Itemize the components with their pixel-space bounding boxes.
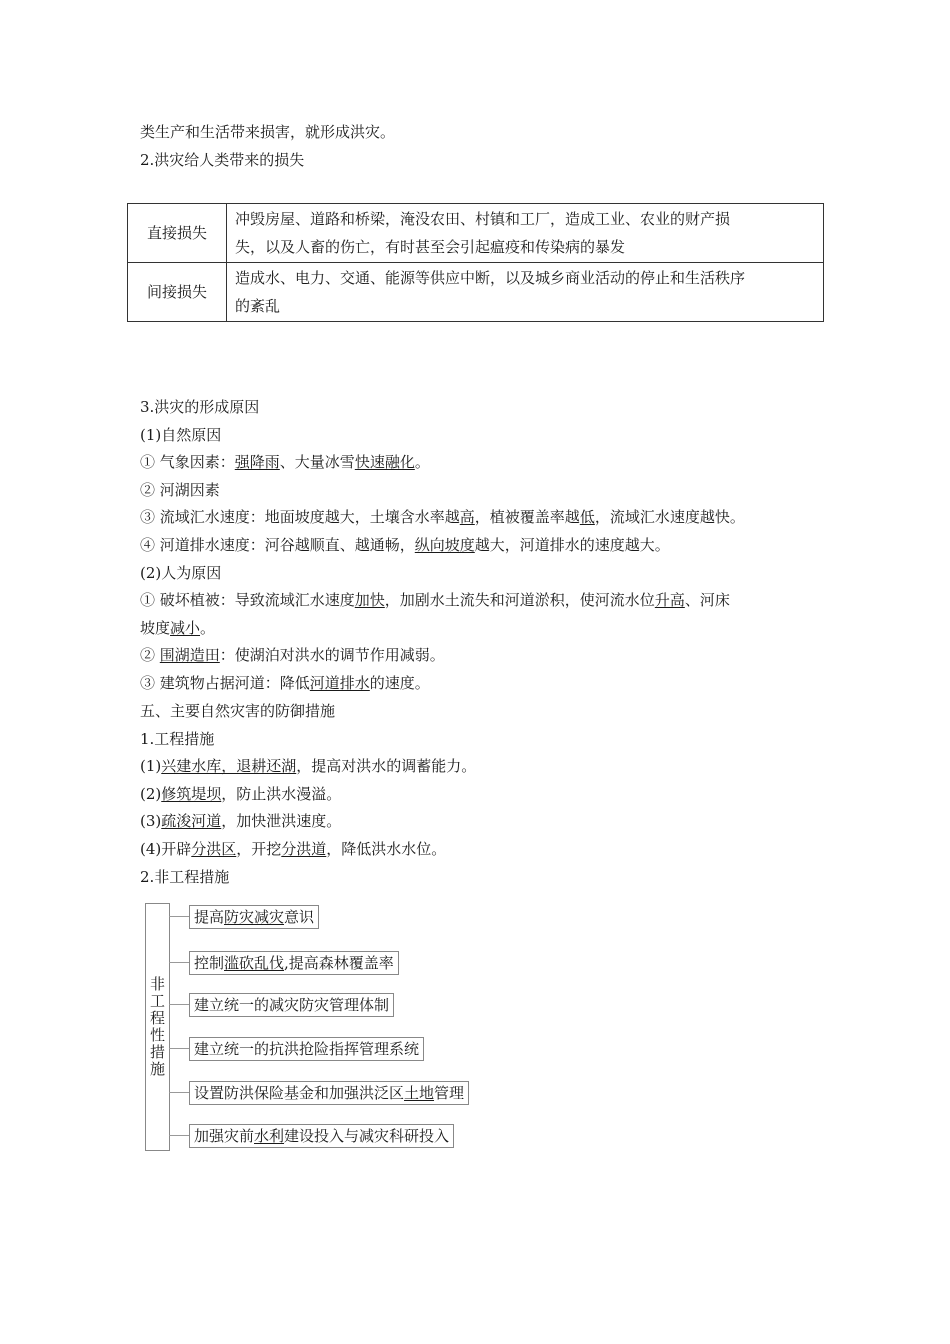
underlined-answer: 低 xyxy=(579,508,595,526)
loss-desc-line: 冲毁房屋、道路和桥梁，淹没农田、村镇和工厂，造成工业、农业的财产损 xyxy=(235,210,731,228)
text: 提高 xyxy=(194,908,225,926)
natural-title: (1)自然原因 xyxy=(140,426,222,444)
loss-type-indirect: 间接损失 xyxy=(128,263,227,322)
text: ，植被覆盖率越 xyxy=(474,508,580,526)
underlined-answer: 防灾减灾 xyxy=(224,908,285,926)
text: ，降低洪水水位。 xyxy=(326,840,447,858)
label-char: 非 xyxy=(149,975,165,993)
loss-table xyxy=(127,203,824,322)
label-char: 措 xyxy=(149,1043,165,1061)
table-row xyxy=(128,204,824,263)
underlined-answer: 河道排水 xyxy=(309,674,370,692)
underlined-answer: 土地 xyxy=(404,1084,435,1102)
channel-speed xyxy=(140,535,670,555)
underlined-answer: 疏浚河道 xyxy=(161,812,222,830)
human-title: (2)人为原因 xyxy=(140,564,222,582)
text: ：使湖泊对洪水的调节作用减弱。 xyxy=(219,646,445,664)
underlined-answer: 升高 xyxy=(654,591,685,609)
engineering-item xyxy=(140,784,341,804)
loss-type-direct: 直接损失 xyxy=(128,204,227,263)
text: 。 xyxy=(200,619,216,637)
weather-factor xyxy=(140,452,430,472)
text: 设置防洪保险基金和加强洪泛区 xyxy=(194,1084,405,1102)
defense-heading: 五、主要自然灾害的防御措施 xyxy=(140,702,336,720)
connector-line xyxy=(169,916,189,917)
text: ③ 建筑物占据河道：降低 xyxy=(140,674,310,692)
label-char: 施 xyxy=(149,1060,165,1078)
underlined-answer: 滥砍乱伐 xyxy=(224,954,285,972)
text: 意识 xyxy=(284,908,315,926)
loss-desc-line: 的紊乱 xyxy=(235,297,281,315)
non-engineering-title: 2.非工程措施 xyxy=(140,868,230,886)
loss-desc-indirect xyxy=(227,263,824,322)
text: ，防止洪水漫溢。 xyxy=(221,785,342,803)
measure-box xyxy=(189,993,394,1017)
measure-box xyxy=(189,1081,469,1105)
table-row xyxy=(128,263,824,322)
text: 。 xyxy=(414,453,430,471)
measure-box xyxy=(189,905,319,929)
text: 建立统一的抗洪抢险指挥管理系统 xyxy=(194,1040,420,1058)
label-char: 程 xyxy=(149,1009,165,1027)
underlined-answer: 围湖造田 xyxy=(159,646,220,664)
connector-line xyxy=(169,1004,189,1005)
measure-box xyxy=(189,1124,454,1148)
text: 越大，河道排水的速度越大。 xyxy=(474,536,670,554)
text: ① 破坏植被：导致流域汇水速度 xyxy=(140,591,355,609)
text: 加强灾前 xyxy=(194,1127,255,1145)
non-engineering-diagram xyxy=(145,903,515,1153)
text: 坡度 xyxy=(140,619,171,637)
loss-desc-line: 失，以及人畜的伤亡，有时甚至会引起瘟疫和传染病的暴发 xyxy=(235,238,626,256)
text: 建立统一的减灾防灾管理体制 xyxy=(194,996,390,1014)
text: (1) xyxy=(140,757,162,775)
measure-box xyxy=(189,1037,424,1061)
text: (3) xyxy=(140,812,162,830)
underlined-answer: 修筑堤坝 xyxy=(161,785,222,803)
text: 的速度。 xyxy=(369,674,430,692)
text: ② xyxy=(140,646,160,664)
underlined-answer: 减小 xyxy=(170,619,201,637)
text: 、河床 xyxy=(684,591,730,609)
text: (2) xyxy=(140,785,162,803)
intro-tail: 类生产和生活带来损害，就形成洪灾。 xyxy=(140,123,396,141)
underlined-answer: 兴建水库，退耕还湖 xyxy=(161,757,297,775)
connector-line xyxy=(169,1048,189,1049)
engineering-item xyxy=(140,756,476,776)
text: ，开挖 xyxy=(236,840,282,858)
vegetation-damage-cont xyxy=(140,618,215,638)
label-char: 性 xyxy=(149,1026,165,1044)
basin-speed xyxy=(140,507,745,527)
connector-line xyxy=(169,1135,189,1136)
text: (4)开辟 xyxy=(140,840,192,858)
underlined-answer: 快速融化 xyxy=(354,453,415,471)
label-char: 工 xyxy=(149,992,165,1010)
building-occupation xyxy=(140,673,430,693)
engineering-item xyxy=(140,811,341,831)
underlined-answer: 分洪区 xyxy=(191,840,237,858)
underlined-answer: 分洪道 xyxy=(281,840,327,858)
measure-box xyxy=(189,951,399,975)
text: 建设投入与减灾科研投入 xyxy=(284,1127,450,1145)
text: ,提高森林覆盖率 xyxy=(284,954,394,972)
cause-heading: 3.洪灾的形成原因 xyxy=(140,398,260,416)
underlined-answer: 纵向坡度 xyxy=(414,536,475,554)
underlined-answer: 高 xyxy=(459,508,475,526)
text: ④ 河道排水速度：河谷越顺直、越通畅， xyxy=(140,536,415,554)
text: 控制 xyxy=(194,954,225,972)
underlined-answer: 强降雨 xyxy=(234,453,280,471)
text: ① 气象因素： xyxy=(140,453,235,471)
text: ，提高对洪水的调蓄能力。 xyxy=(296,757,477,775)
loss-heading: 2.洪灾给人类带来的损失 xyxy=(140,151,305,169)
connector-line xyxy=(169,1092,189,1093)
text: 管理 xyxy=(434,1084,465,1102)
diagram-root-label xyxy=(145,903,170,1151)
text: ，流域汇水速度越快。 xyxy=(594,508,745,526)
lake-reclamation xyxy=(140,645,445,665)
loss-desc-line: 造成水、电力、交通、能源等供应中断，以及城乡商业活动的停止和生活秩序 xyxy=(235,269,746,287)
underlined-answer: 加快 xyxy=(354,591,385,609)
lake-factor: ② 河湖因素 xyxy=(140,481,220,499)
text: 、大量冰雪 xyxy=(279,453,355,471)
loss-desc-direct xyxy=(227,204,824,263)
underlined-answer: 水利 xyxy=(254,1127,285,1145)
text: ，加快泄洪速度。 xyxy=(221,812,342,830)
engineering-item xyxy=(140,839,446,859)
text: ③ 流域汇水速度：地面坡度越大，土壤含水率越 xyxy=(140,508,460,526)
text: ，加剧水土流失和河道淤积，使河流水位 xyxy=(384,591,655,609)
engineering-title: 1.工程措施 xyxy=(140,730,215,748)
connector-line xyxy=(169,962,189,963)
vegetation-damage xyxy=(140,590,730,610)
